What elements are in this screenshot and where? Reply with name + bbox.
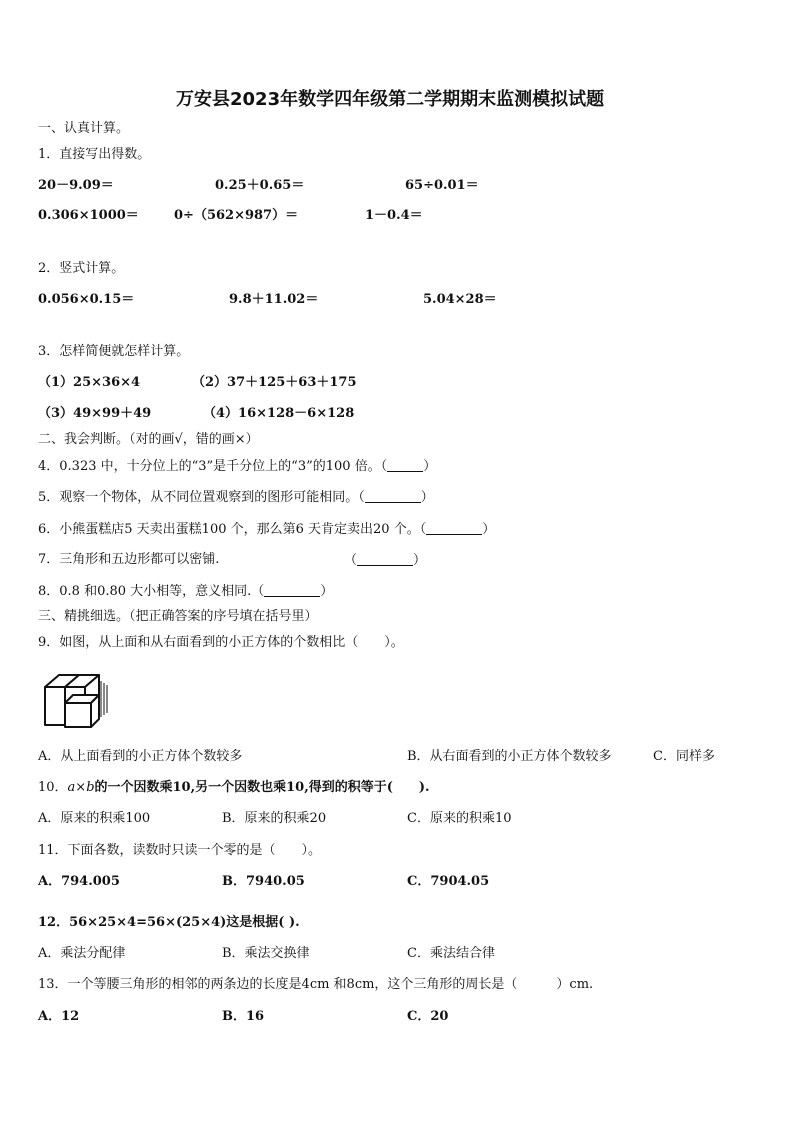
q5 (38, 489, 434, 506)
q10-option-b[interactable]: B．原来的积乘20 (222, 811, 327, 826)
q5-close: ） (420, 490, 434, 505)
q10-num: 10． (38, 780, 68, 795)
q1-item-1: 20－9.09＝ (38, 178, 114, 193)
q4-text: 4．0.323 中，十分位上的“3”是千分位上的“3”的100 倍。（ (38, 459, 388, 474)
q3-label: 3．怎样简便就怎样计算。 (38, 344, 190, 359)
q4 (38, 458, 436, 475)
q12-option-b[interactable]: B．乘法交换律 (222, 946, 310, 961)
q5-answer-blank[interactable] (365, 489, 421, 503)
q10-option-c[interactable]: C．原来的积乘10 (407, 811, 512, 826)
section2-heading: 二、我会判断。（对的画√，错的画×） (38, 432, 259, 447)
q1-item-3: 65÷0.01＝ (405, 178, 479, 193)
q7-open: （ (344, 553, 358, 568)
q12-text: 12．56×25×4=56×(25×4)这是根据( ). (38, 915, 300, 930)
q13-text: 13．一个等腰三角形的相邻的两条边的长度是4cm 和8cm，这个三角形的周长是（ ）cm. (38, 977, 594, 992)
cube-front-face (65, 703, 91, 727)
q3-item-4: （4）16×128－6×128 (203, 406, 355, 421)
q6-answer-blank[interactable] (426, 521, 482, 535)
q10-expr: a×b (67, 780, 95, 795)
q9-option-b[interactable]: B．从右面看到的小正方体个数较多 (407, 749, 612, 764)
q11-text: 11．下面各数，读数时只读一个零的是（ ）。 (38, 843, 322, 858)
q9-option-a[interactable]: A．从上面看到的小正方体个数较多 (38, 749, 243, 764)
q13-option-a[interactable]: A．12 (38, 1009, 80, 1024)
section3-heading: 三、精挑细选。（把正确答案的序号填在括号里） (38, 609, 318, 624)
q8-close: ） (320, 584, 334, 599)
q7-answer-blank[interactable] (357, 552, 413, 566)
q2-item-1: 0.056×0.15＝ (38, 292, 135, 307)
q11-option-a[interactable]: A．794.005 (38, 874, 120, 889)
q5-text: 5．观察一个物体，从不同位置观察到的图形可能相同。（ (38, 490, 365, 505)
q10-option-a[interactable]: A．原来的积乘100 (38, 811, 151, 826)
q6-close: ） (482, 522, 496, 537)
q1-item-5: 0÷（562×987）＝ (174, 208, 299, 223)
q4-answer-blank[interactable] (387, 458, 423, 472)
q7-text: 7．三角形和五边形都可以密铺. (38, 552, 220, 567)
q8 (38, 583, 333, 600)
q11-option-c[interactable]: C．7904.05 (407, 874, 490, 889)
page-title: 万安县2023年数学四年级第二学期期末监测模拟试题 (176, 89, 605, 110)
q3-item-3: （3）49×99＋49 (38, 406, 152, 421)
q2-label: 2．竖式计算。 (38, 261, 125, 276)
q4-close: ） (423, 459, 437, 474)
q2-item-2: 9.8＋11.02＝ (229, 292, 319, 307)
cube-stack-figure (43, 671, 113, 729)
q3-item-2: （2）37＋125＋63＋175 (192, 375, 357, 390)
q9-option-c[interactable]: C．同样多 (653, 749, 715, 764)
q1-item-4: 0.306×1000＝ (38, 208, 139, 223)
section1-heading: 一、认真计算。 (38, 121, 130, 136)
q12-option-c[interactable]: C．乘法结合律 (407, 946, 495, 961)
q7-paren (344, 552, 426, 569)
q8-answer-blank[interactable] (264, 583, 320, 597)
q13-option-b[interactable]: B．16 (222, 1009, 265, 1024)
q13-option-c[interactable]: C．20 (407, 1009, 449, 1024)
q9-text: 9．如图，从上面和从右面看到的小正方体的个数相比（ ）。 (38, 635, 404, 650)
q12-option-a[interactable]: A．乘法分配律 (38, 946, 126, 961)
q6-text: 6．小熊蛋糕店5 天卖出蛋糕100 个，那么第6 天肯定卖出20 个。（ (38, 522, 427, 537)
q6 (38, 521, 495, 538)
q3-item-1: （1）25×36×4 (38, 375, 141, 390)
cube-left-front (45, 687, 65, 725)
q2-item-3: 5.04×28＝ (423, 292, 497, 307)
q10-text: 的一个因数乘10,另一个因数也乘10,得到的积等于( ). (94, 780, 430, 795)
q1-label: 1．直接写出得数。 (38, 147, 151, 162)
q10 (38, 780, 430, 796)
q1-item-6: 1－0.4＝ (365, 208, 423, 223)
q11-option-b[interactable]: B．7940.05 (222, 874, 305, 889)
q7-close: ） (413, 553, 427, 568)
q8-text: 8．0.8 和0.80 大小相等，意义相同.（ (38, 584, 265, 599)
q1-item-2: 0.25＋0.65＝ (215, 178, 305, 193)
